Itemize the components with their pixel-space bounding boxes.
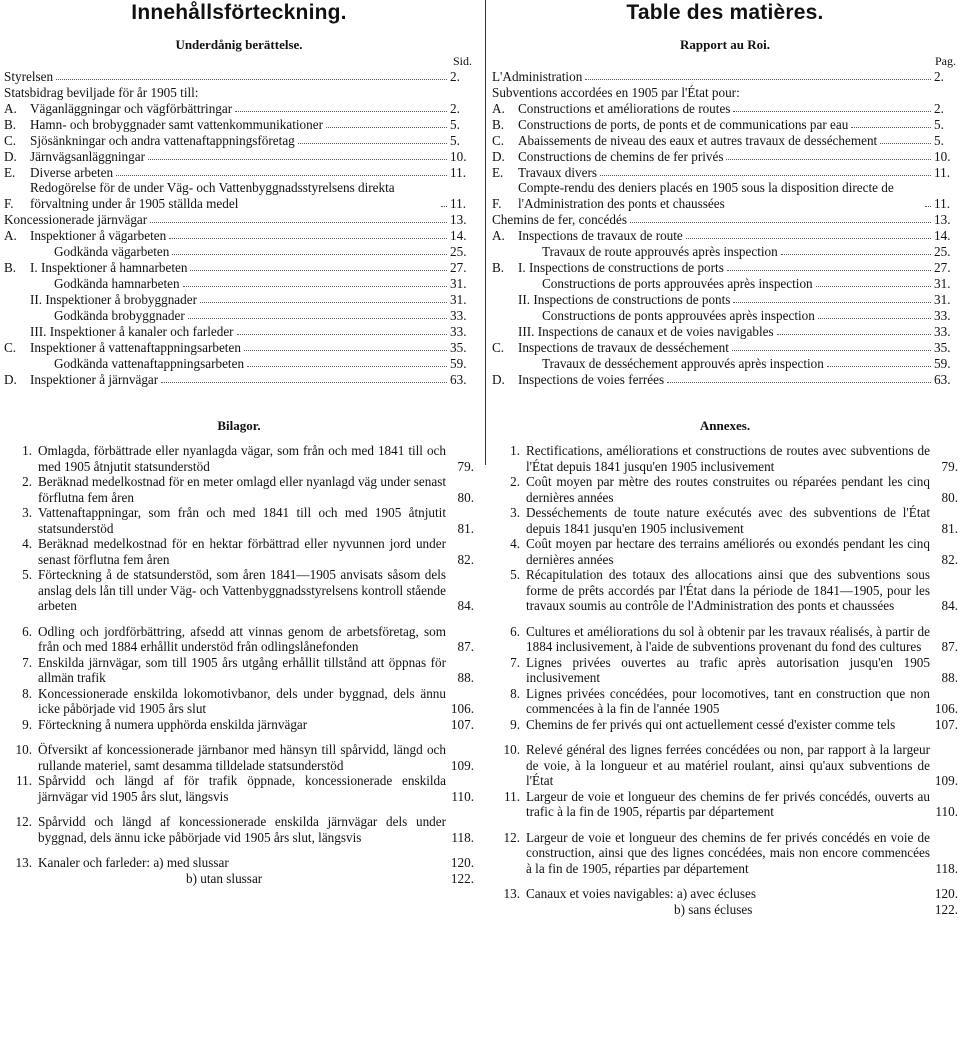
leader-dots xyxy=(298,143,447,144)
toc-entry-label: Inspektioner å vattenaftappningsarbeten xyxy=(30,339,241,355)
toc-entry-page: 11. xyxy=(934,164,950,180)
leader-dots xyxy=(169,238,447,239)
annex-text: Kanaler och farleder: a) med slussar xyxy=(38,855,229,870)
toc-entry xyxy=(492,116,958,132)
annex-page: 122. xyxy=(450,870,474,886)
annex-page: 87. xyxy=(941,639,958,654)
annex-page: 109. xyxy=(450,757,474,773)
leader-dots xyxy=(827,366,931,367)
annex-text: Largeur de voie et longueur des chemins de fer privés concédés en voie de construction, ainsi que des lignes concédées, mais non encore commencées à la fin de 1905, réparties par département xyxy=(526,829,930,876)
leader-dots xyxy=(56,79,447,80)
annex-text: Öfversikt af koncessionerade järnbanor med hänsyn till spårvidd, längd och rullande materiel, samt desamma tilldelade statsunderstöd xyxy=(38,742,446,773)
annex-number: 6. xyxy=(510,623,520,639)
annex-number: 1. xyxy=(510,443,520,458)
toc-entry-label: Järnvägsanläggningar xyxy=(30,148,145,164)
toc-entry-letter: C. xyxy=(4,132,17,148)
toc-entry-page: 2. xyxy=(934,68,944,84)
toc-entry-label: Koncessionerade järnvägar xyxy=(4,211,148,227)
annex-number: 9. xyxy=(22,716,32,732)
annex-page: 88. xyxy=(941,670,958,685)
toc-entry-label: L'Administration xyxy=(492,68,583,84)
leader-dots xyxy=(727,270,931,271)
annex-number: 5. xyxy=(22,567,32,582)
toc-entry xyxy=(4,227,474,243)
toc-entry xyxy=(492,259,958,275)
toc-entry-letter: B. xyxy=(492,116,505,132)
leader-dots xyxy=(150,222,447,223)
toc-entry-letter: D. xyxy=(492,371,505,387)
toc-entry-letter: D. xyxy=(4,148,17,164)
annex-page: 120. xyxy=(450,855,474,870)
toc-entry xyxy=(492,371,958,387)
annex-page: 84. xyxy=(941,598,958,613)
toc-entry-label: I. Inspektioner å hamnarbeten xyxy=(30,259,188,275)
annex-number: 11. xyxy=(504,788,520,804)
annex-item xyxy=(4,742,474,773)
annex-number: 9. xyxy=(510,716,520,732)
toc-entry-page: 2. xyxy=(934,100,944,116)
annex-text: Beräknad medelkostnad för en hektar förbättrad eller nyvunnen jord under senast förflutna fem åren xyxy=(38,536,446,567)
toc-entry-page: 25. xyxy=(934,243,951,259)
leader-dots xyxy=(733,111,931,112)
toc-entry xyxy=(4,211,474,227)
toc-entry-page: 10. xyxy=(934,148,951,164)
annex-item xyxy=(492,886,958,902)
annex-page: 107. xyxy=(450,716,474,732)
toc-entry xyxy=(4,355,474,371)
toc-entry-label: Sjösänkningar och andra vattenaftappningsföretag xyxy=(30,132,295,148)
toc-entry xyxy=(4,243,474,259)
annex-number: 13. xyxy=(15,855,32,870)
toc-entry-label: Godkända vägarbeten xyxy=(54,243,170,259)
annex-item xyxy=(492,686,958,717)
toc-entry xyxy=(492,180,958,211)
toc-entry-page: 63. xyxy=(934,371,951,387)
annex-item xyxy=(492,830,958,877)
toc-entry-label: Hamn- och brobyggnader samt vattenkommunikationer xyxy=(30,116,323,132)
toc-entry-label: Subventions accordées en 1905 par l'État pour: xyxy=(492,84,740,100)
annex-item xyxy=(492,717,958,733)
toc-entry-page: 59. xyxy=(934,355,951,371)
toc-entry-label: Inspections de voies ferrées xyxy=(518,371,665,387)
annex-text: Rectifications, améliorations et constructions de routes avec subventions de l'État depuis 1841 jusqu'en 1905 inclusivement xyxy=(526,443,930,474)
toc-entry-label: Travaux divers xyxy=(518,164,597,180)
leader-dots xyxy=(818,318,931,319)
toc-entry xyxy=(492,323,958,339)
annex-page: 79. xyxy=(457,458,474,474)
toc-entry xyxy=(4,100,474,116)
leader-dots xyxy=(630,222,931,223)
toc-entry-letter: D. xyxy=(492,148,505,164)
toc-entry xyxy=(4,84,474,100)
toc-entry-label: Redogörelse för de under Väg- och Vattenbyggnadsstyrelsens direkta förvaltning under år 1905 ställda medel xyxy=(30,180,395,211)
leader-dots xyxy=(183,286,447,287)
annex-page: 118. xyxy=(935,860,958,876)
annex-number: 10. xyxy=(503,742,520,757)
leader-dots xyxy=(667,382,931,383)
annex-page: 87. xyxy=(457,639,474,654)
annex-page: 110. xyxy=(935,804,958,819)
toc-entry-page: 33. xyxy=(450,323,467,339)
toc-entry-page: 27. xyxy=(450,259,467,275)
swedish-toc xyxy=(4,68,474,387)
toc-entry-letter: D. xyxy=(4,371,17,387)
annex-item xyxy=(4,624,474,655)
french-column xyxy=(492,0,958,917)
leader-dots xyxy=(172,254,447,255)
toc-entry-page: 25. xyxy=(450,243,467,259)
leader-dots xyxy=(441,206,447,207)
toc-entry xyxy=(492,227,958,243)
toc-entry-label: Inspektioner å vägarbeten xyxy=(30,227,167,243)
toc-entry-label: I. Inspections de constructions de ports xyxy=(518,259,724,275)
toc-entry xyxy=(492,291,958,307)
leader-dots xyxy=(781,254,931,255)
annex-text: Chemins de fer privés qui ont actuellement cessé d'exister comme tels xyxy=(526,716,896,732)
annex-page: 81. xyxy=(457,520,474,536)
annex-number: 12. xyxy=(503,829,520,845)
toc-entry-letter: C. xyxy=(492,132,505,148)
toc-entry xyxy=(4,180,474,211)
toc-entry-letter: C. xyxy=(492,339,505,355)
leader-dots xyxy=(235,111,447,112)
annex-item xyxy=(4,871,474,887)
leader-dots xyxy=(161,382,447,383)
swedish-column xyxy=(4,0,474,886)
toc-entry-page: 35. xyxy=(934,339,951,355)
toc-entry-page: 10. xyxy=(450,148,467,164)
toc-entry-page: 33. xyxy=(934,307,951,323)
leader-dots xyxy=(200,302,447,303)
toc-entry-label: Travaux de route approuvés après inspection xyxy=(542,243,778,259)
french-annex-list xyxy=(492,443,958,917)
toc-entry-letter: A. xyxy=(492,100,505,116)
toc-entry xyxy=(492,355,958,371)
toc-entry-label: Godkända brobyggnader xyxy=(54,307,185,323)
toc-entry-label: Abaissements de niveau des eaux et autres travaux de desséchement xyxy=(518,132,878,148)
french-subtitle: Rapport au Roi. xyxy=(680,37,770,52)
annex-item xyxy=(492,536,958,567)
leader-dots xyxy=(686,238,931,239)
toc-entry-label: Diverse arbeten xyxy=(30,164,114,180)
annex-number: 8. xyxy=(22,685,32,701)
toc-entry-letter: A. xyxy=(492,227,505,243)
toc-entry-page: 59. xyxy=(450,355,467,371)
toc-entry-page: 5. xyxy=(934,116,944,132)
toc-entry-page: 14. xyxy=(450,227,467,243)
leader-dots xyxy=(188,318,447,319)
leader-dots xyxy=(116,175,447,176)
swedish-annex-title: Bilagor. xyxy=(217,418,261,433)
toc-entry-page: 33. xyxy=(934,323,951,339)
annex-number: 5. xyxy=(510,567,520,582)
annex-text: Coût moyen par hectare des terrains améliorés ou exondés pendant les cinq dernières années xyxy=(526,536,930,567)
annex-page: 122. xyxy=(934,901,958,917)
leader-dots xyxy=(733,302,931,303)
toc-entry xyxy=(492,100,958,116)
annex-text: Förteckning å numera upphörda enskilda järnvägar xyxy=(38,716,308,732)
annex-page: 106. xyxy=(450,701,474,716)
toc-entry-label: Inspections de travaux de desséchement xyxy=(518,339,729,355)
annex-item xyxy=(4,855,474,871)
annex-item xyxy=(4,717,474,733)
annex-item xyxy=(492,474,958,505)
column-divider xyxy=(485,0,486,465)
toc-entry-page: 27. xyxy=(934,259,951,275)
swedish-subtitle: Underdånig berättelse. xyxy=(175,37,303,52)
toc-entry-label: II. Inspections de constructions de ponts xyxy=(518,291,731,307)
toc-entry-page: 11. xyxy=(450,195,466,211)
annex-item xyxy=(4,814,474,845)
annex-page: 110. xyxy=(451,788,474,804)
french-page-label: Pag. xyxy=(935,54,956,68)
toc-entry xyxy=(4,148,474,164)
leader-dots xyxy=(247,366,447,367)
annex-page: 106. xyxy=(934,701,958,716)
toc-entry-label: II. Inspektioner å brobyggnader xyxy=(30,291,197,307)
leader-dots xyxy=(326,127,447,128)
toc-entry xyxy=(492,84,958,100)
toc-entry-page: 5. xyxy=(450,116,460,132)
annex-item xyxy=(492,655,958,686)
toc-entry-label: Constructions de ports, de ponts et de communications par eau xyxy=(518,116,849,132)
toc-entry-letter: B. xyxy=(492,259,505,275)
leader-dots xyxy=(148,159,447,160)
toc-entry-page: 2. xyxy=(450,100,460,116)
toc-entry xyxy=(4,164,474,180)
toc-entry-label: Godkända vattenaftappningsarbeten xyxy=(54,355,245,371)
annex-text: Récapitulation des totaux des allocations ainsi que des subventions sous forme de prêts accordés par l'État dans la période de 1841—1905, pour les travaux soumis au contrôle de l'Administration des ponts et chaussées xyxy=(526,567,930,613)
toc-entry-page: 31. xyxy=(934,291,951,307)
annex-text: b) utan slussar xyxy=(186,870,263,886)
toc-entry-label: III. Inspektioner å kanaler och farleder xyxy=(30,323,234,339)
toc-entry-label: Inspections de travaux de route xyxy=(518,227,683,243)
annex-text: Cultures et améliorations du sol à obtenir par les travaux réalisés, à partir de 1884 inclusivement, à l'aide de subventions provenant du fond des cultures xyxy=(526,623,930,654)
annex-text: Canaux et voies navigables: a) avec écluses xyxy=(526,886,756,901)
toc-entry-letter: C. xyxy=(4,339,17,355)
annex-item xyxy=(492,902,958,918)
leader-dots xyxy=(585,79,931,80)
annex-item xyxy=(4,474,474,505)
toc-entry-page: 14. xyxy=(934,227,951,243)
toc-entry xyxy=(492,164,958,180)
annex-number: 2. xyxy=(510,474,520,489)
leader-dots xyxy=(777,334,931,335)
toc-entry-label: Constructions de ponts approuvées après inspection xyxy=(542,307,815,323)
toc-entry-label: Compte-rendu des deniers placés en 1905 sous la disposition directe de l'Administration des ponts et chaussées xyxy=(518,180,894,211)
leader-dots xyxy=(190,270,447,271)
toc-entry-letter: A. xyxy=(4,227,17,243)
toc-entry-letter: F. xyxy=(492,195,502,211)
annex-text: Relevé général des lignes ferrées concédées ou non, par rapport à la largeur de voie, à la longueur et au matériel roulant, ainsi qu'aux subventions de l'État xyxy=(526,742,930,788)
annex-item xyxy=(4,505,474,536)
toc-entry-page: 63. xyxy=(450,371,467,387)
annex-number: 13. xyxy=(503,886,520,901)
annex-number: 7. xyxy=(22,654,32,670)
annex-page: 88. xyxy=(457,670,474,685)
toc-entry-page: 2. xyxy=(450,68,460,84)
annex-text: Desséchements de toute nature exécutés avec des subventions de l'État depuis 1841 jusqu'en 1905 inclusivement xyxy=(526,505,930,536)
annex-item xyxy=(4,536,474,567)
swedish-annex-list xyxy=(4,443,474,886)
annex-text: Lignes privées concédées, pour locomotives, tant en construction que non commencées à la fin de l'année 1905 xyxy=(526,685,930,716)
annex-text: Förteckning å de statsunderstöd, som åren 1841—1905 anvisats såsom dels anslag dels lån till under Väg- och Vattenbyggnadsstyrelsens kontroll stående arbeten xyxy=(38,567,446,613)
toc-entry xyxy=(4,307,474,323)
annex-text: Spårvidd och längd af koncessionerade enskilda järnvägar dels under byggnad, dels ännu icke påbörjade vid 1905 års slut, längsvis xyxy=(38,814,446,845)
annex-text: Vattenaftappningar, som från och med 1841 till och med 1905 åtnjutit statsunderstöd xyxy=(38,505,446,536)
toc-entry xyxy=(4,132,474,148)
toc-entry-label: Constructions et améliorations de routes xyxy=(518,100,731,116)
annex-item xyxy=(492,505,958,536)
toc-entry-label: Godkända hamnarbeten xyxy=(54,275,180,291)
annex-item xyxy=(4,686,474,717)
annex-text: b) sans écluses xyxy=(674,901,753,917)
french-annex-title: Annexes. xyxy=(699,418,751,433)
toc-entry xyxy=(4,291,474,307)
annex-text: Koncessionerade enskilda lokomotivbanor, dels under byggnad, dels ännu icke påbörjade vid 1905 års slut xyxy=(38,685,446,716)
toc-entry xyxy=(4,323,474,339)
annex-number: 12. xyxy=(15,814,32,829)
annex-page: 80. xyxy=(941,489,958,505)
annex-page: 84. xyxy=(457,598,474,613)
annex-text: Beräknad medelkostnad för en meter omlagd eller nyanlagd väg under senast förflutna fem åren xyxy=(38,474,446,505)
annex-number: 8. xyxy=(510,685,520,701)
annex-number: 4. xyxy=(22,536,32,551)
swedish-page-label: Sid. xyxy=(452,54,472,68)
leader-dots xyxy=(244,350,447,351)
toc-entry-label: III. Inspections de canaux et de voies navigables xyxy=(518,323,774,339)
toc-entry xyxy=(492,148,958,164)
annex-item xyxy=(492,742,958,789)
toc-entry-letter: B. xyxy=(4,259,17,275)
annex-item xyxy=(492,567,958,614)
toc-entry xyxy=(492,307,958,323)
annex-page: 82. xyxy=(941,551,958,567)
toc-entry-page: 11. xyxy=(450,164,466,180)
annex-item xyxy=(4,443,474,474)
french-toc xyxy=(492,68,958,387)
annex-text: Spårvidd och längd af för trafik öppnade, koncessionerade enskilda järnvägar vid 1905 års slut, längsvis xyxy=(38,773,446,804)
leader-dots xyxy=(851,127,931,128)
toc-entry xyxy=(4,116,474,132)
toc-entry-label: Constructions de chemins de fer privés xyxy=(518,148,724,164)
toc-entry-letter: A. xyxy=(4,100,17,116)
leader-dots xyxy=(925,206,931,207)
leader-dots xyxy=(600,175,931,176)
annex-item xyxy=(4,773,474,804)
annex-page: 120. xyxy=(934,886,958,901)
toc-entry-letter: B. xyxy=(4,116,17,132)
annex-number: 3. xyxy=(22,505,32,520)
toc-entry-page: 31. xyxy=(934,275,951,291)
toc-entry xyxy=(492,339,958,355)
annex-number: 1. xyxy=(22,443,32,458)
toc-entry-page: 33. xyxy=(450,307,467,323)
annex-page: 79. xyxy=(941,458,958,474)
toc-entry-page: 13. xyxy=(934,211,951,227)
annex-text: Omlagda, förbättrade eller nyanlagda vägar, som från och med 1841 till och med 1905 åtnjutit statsunderstöd xyxy=(38,443,446,474)
toc-entry xyxy=(4,68,474,84)
annex-text: Largeur de voie et longueur des chemins de fer privés concédés, ouverts au trafic à la fin de 1905, répartis par département xyxy=(526,788,930,819)
toc-entry-page: 13. xyxy=(450,211,467,227)
annex-page: 81. xyxy=(941,520,958,536)
leader-dots xyxy=(732,350,931,351)
french-title: Table des matières. xyxy=(626,1,824,24)
toc-entry xyxy=(492,275,958,291)
toc-entry-page: 5. xyxy=(450,132,460,148)
toc-entry-page: 31. xyxy=(450,275,467,291)
annex-page: 118. xyxy=(451,829,474,845)
annex-number: 10. xyxy=(15,742,32,757)
toc-entry-page: 5. xyxy=(934,132,944,148)
toc-entry-label: Chemins de fer, concédés xyxy=(492,211,627,227)
leader-dots xyxy=(726,159,931,160)
toc-entry xyxy=(4,275,474,291)
toc-entry-label: Constructions de ports approuvées après inspection xyxy=(542,275,813,291)
toc-entry xyxy=(492,68,958,84)
toc-entry-label: Inspektioner å järnvägar xyxy=(30,371,159,387)
toc-entry-label: Statsbidrag beviljade för år 1905 till: xyxy=(4,84,199,100)
toc-entry xyxy=(492,132,958,148)
annex-number: 7. xyxy=(510,654,520,670)
annex-page: 80. xyxy=(457,489,474,505)
annex-number: 3. xyxy=(510,505,520,520)
toc-entry-page: 11. xyxy=(934,195,950,211)
leader-dots xyxy=(880,143,931,144)
toc-entry-letter: E. xyxy=(492,164,504,180)
annex-item xyxy=(492,624,958,655)
swedish-title: Innehållsförteckning. xyxy=(131,1,347,24)
toc-entry xyxy=(492,243,958,259)
toc-entry xyxy=(4,339,474,355)
toc-entry-label: Travaux de desséchement approuvés après inspection xyxy=(542,355,824,371)
annex-page: 109. xyxy=(934,773,958,788)
annex-page: 107. xyxy=(934,716,958,732)
leader-dots xyxy=(816,286,931,287)
annex-number: 2. xyxy=(22,474,32,489)
annex-item xyxy=(4,655,474,686)
toc-entry xyxy=(4,259,474,275)
annex-item xyxy=(492,789,958,820)
annex-text: Coût moyen par mètre des routes construites ou réparées pendant les cinq dernières années xyxy=(526,474,930,505)
toc-entry xyxy=(4,371,474,387)
leader-dots xyxy=(237,334,447,335)
annex-number: 6. xyxy=(22,623,32,639)
toc-entry-label: Styrelsen xyxy=(4,68,54,84)
annex-text: Enskilda järnvägar, som till 1905 års utgång erhållit tillstånd att öppnas för allmän trafik xyxy=(38,654,446,685)
annex-number: 11. xyxy=(16,773,32,788)
annex-page: 82. xyxy=(457,551,474,567)
toc-entry xyxy=(492,211,958,227)
annex-item xyxy=(492,443,958,474)
annex-text: Lignes privées ouvertes au trafic après autorisation jusqu'en 1905 inclusivement xyxy=(526,654,930,685)
toc-entry-page: 35. xyxy=(450,339,467,355)
toc-entry-letter: E. xyxy=(4,164,16,180)
annex-item xyxy=(4,567,474,614)
toc-entry-page: 31. xyxy=(450,291,467,307)
toc-entry-label: Väganläggningar och vägförbättringar xyxy=(30,100,233,116)
annex-number: 4. xyxy=(510,536,520,551)
annex-text: Odling och jordförbättring, afsedd att vinnas genom de arbetsföretag, som från och med 1884 erhållit understöd från odlingslånefonden xyxy=(38,623,446,654)
toc-entry-letter: F. xyxy=(4,195,14,211)
